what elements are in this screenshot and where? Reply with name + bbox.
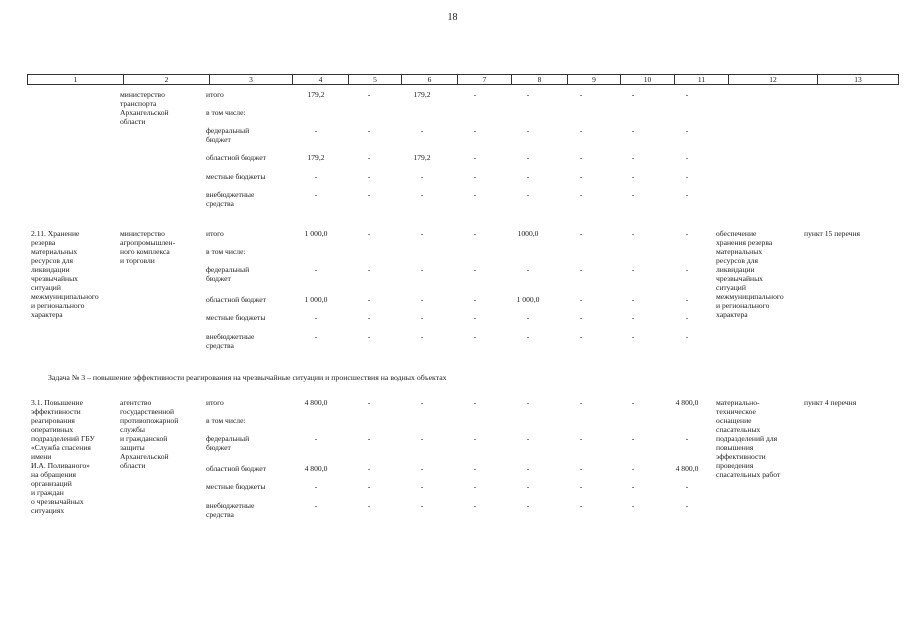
value-cell: - — [314, 265, 318, 274]
funding-source-label: итого — [206, 398, 224, 407]
funding-source-label: внебюджетные средства — [206, 332, 255, 350]
table-row — [0, 501, 905, 519]
header-col-10: 10 — [621, 75, 675, 85]
table-row — [0, 265, 905, 283]
value-cell: - — [420, 398, 424, 407]
value-cell: - — [314, 190, 318, 199]
value-cell: - — [685, 229, 689, 238]
funding-source-label: местные бюджеты — [206, 172, 266, 181]
value-cell: - — [526, 434, 530, 443]
reference-item: пункт 4 перечня — [804, 398, 857, 407]
table-row — [0, 434, 905, 452]
value-cell: - — [631, 172, 635, 181]
header-col-4: 4 — [293, 75, 349, 85]
value-cell: - — [367, 313, 371, 322]
value-cell: - — [473, 295, 477, 304]
table-row — [0, 247, 905, 256]
value-cell: - — [579, 501, 583, 510]
value-cell: - — [420, 229, 424, 238]
header-col-8: 8 — [512, 75, 568, 85]
column-number-header — [27, 74, 899, 85]
value-cell: - — [685, 153, 689, 162]
funding-source-label: областной бюджет — [206, 295, 266, 304]
value-cell: - — [367, 172, 371, 181]
table-row — [0, 190, 905, 208]
value-cell: - — [526, 313, 530, 322]
value-cell: - — [526, 190, 530, 199]
funding-source-label: федеральный бюджет — [206, 434, 250, 452]
value-cell: - — [579, 172, 583, 181]
value-cell: - — [526, 464, 530, 473]
value-cell: - — [631, 501, 635, 510]
value-cell: - — [579, 153, 583, 162]
value-cell: - — [367, 126, 371, 135]
value-cell: - — [420, 482, 424, 491]
value-cell: - — [473, 126, 477, 135]
value-cell: - — [579, 126, 583, 135]
value-cell: 179,2 — [307, 90, 325, 99]
value-cell: - — [473, 229, 477, 238]
value-cell: - — [631, 153, 635, 162]
funding-source-label: федеральный бюджет — [206, 265, 250, 283]
value-cell: - — [473, 398, 477, 407]
value-cell: - — [367, 153, 371, 162]
funding-source-label: в том числе: — [206, 247, 246, 256]
value-cell: - — [314, 482, 318, 491]
header-col-1: 1 — [28, 75, 124, 85]
value-cell: - — [420, 126, 424, 135]
header-col-11: 11 — [675, 75, 729, 85]
value-cell: - — [579, 482, 583, 491]
value-cell: - — [631, 313, 635, 322]
value-cell: - — [685, 434, 689, 443]
value-cell: - — [420, 313, 424, 322]
value-cell: - — [526, 90, 530, 99]
value-cell: 1 000,0 — [304, 229, 328, 238]
header-col-5: 5 — [349, 75, 402, 85]
value-cell: - — [631, 464, 635, 473]
header-col-3: 3 — [210, 75, 293, 85]
page-number: 18 — [447, 12, 458, 23]
table-row — [0, 313, 905, 322]
value-cell: - — [473, 265, 477, 274]
value-cell: - — [685, 172, 689, 181]
funding-source-label: итого — [206, 90, 224, 99]
funding-source-label: федеральный бюджет — [206, 126, 250, 144]
value-cell: - — [420, 332, 424, 341]
responsible-executor: агентство государственной противопожарной службы и гражданской защиты Архангельской области — [120, 398, 179, 470]
measure-name: 2.11. Хранение резерва материальных ресурсов для ликвидации чрезвычайных ситуаций межмуниципального и регионального характера — [31, 229, 99, 319]
value-cell: - — [631, 126, 635, 135]
funding-source-label: местные бюджеты — [206, 313, 266, 322]
reference-item: пункт 15 перечня — [804, 229, 861, 238]
value-cell: - — [631, 190, 635, 199]
value-cell: 179,2 — [413, 90, 431, 99]
value-cell: - — [473, 434, 477, 443]
value-cell: - — [367, 332, 371, 341]
funding-source-label: внебюджетные средства — [206, 190, 255, 208]
table-row — [0, 464, 905, 473]
value-cell: - — [367, 482, 371, 491]
funding-source-label: областной бюджет — [206, 464, 266, 473]
value-cell: - — [579, 332, 583, 341]
value-cell: - — [685, 190, 689, 199]
value-cell: - — [420, 295, 424, 304]
header-col-6: 6 — [402, 75, 458, 85]
value-cell: - — [526, 126, 530, 135]
value-cell: 1 000,0 — [516, 295, 540, 304]
funding-source-label: итого — [206, 229, 224, 238]
task-heading: Задача № 3 – повышение эффективности реагирования на чрезвычайные ситуации и происшествия на водных объектах — [48, 373, 447, 382]
value-cell: - — [314, 332, 318, 341]
value-cell: - — [526, 153, 530, 162]
table-row — [0, 482, 905, 491]
value-cell: 179,2 — [413, 153, 431, 162]
value-cell: - — [631, 229, 635, 238]
value-cell: - — [314, 501, 318, 510]
value-cell: - — [473, 332, 477, 341]
value-cell: - — [685, 126, 689, 135]
value-cell: - — [473, 464, 477, 473]
responsible-executor: министерство транспорта Архангельской области — [120, 90, 169, 126]
value-cell: - — [314, 126, 318, 135]
value-cell: - — [473, 90, 477, 99]
value-cell: 1 000,0 — [304, 295, 328, 304]
value-cell: - — [420, 190, 424, 199]
value-cell: - — [685, 313, 689, 322]
value-cell: 179,2 — [307, 153, 325, 162]
responsible-executor: министерство агропромышлен- ного комплекса и торговли — [120, 229, 176, 265]
expected-result: материально- техническое оснащение спасательных подразделений для повышения эффективности проведения спасательных работ — [716, 398, 781, 479]
table-row — [0, 172, 905, 181]
table-row — [0, 108, 905, 117]
value-cell: - — [579, 295, 583, 304]
value-cell: - — [579, 90, 583, 99]
value-cell: - — [526, 398, 530, 407]
value-cell: - — [367, 90, 371, 99]
value-cell: - — [685, 295, 689, 304]
value-cell: - — [473, 172, 477, 181]
value-cell: - — [367, 434, 371, 443]
value-cell: - — [526, 482, 530, 491]
funding-source-label: внебюджетные средства — [206, 501, 255, 519]
value-cell: - — [420, 434, 424, 443]
value-cell: - — [579, 265, 583, 274]
funding-source-label: в том числе: — [206, 108, 246, 117]
value-cell: - — [685, 332, 689, 341]
value-cell: - — [579, 434, 583, 443]
value-cell: - — [631, 265, 635, 274]
value-cell: - — [526, 172, 530, 181]
value-cell: - — [631, 332, 635, 341]
table-row — [0, 295, 905, 304]
table-row — [0, 416, 905, 425]
value-cell: - — [631, 482, 635, 491]
value-cell: - — [314, 172, 318, 181]
value-cell: - — [579, 229, 583, 238]
value-cell: 4 800,0 — [304, 398, 328, 407]
value-cell: - — [367, 265, 371, 274]
value-cell: - — [631, 398, 635, 407]
funding-source-label: в том числе: — [206, 416, 246, 425]
value-cell: - — [367, 295, 371, 304]
header-col-9: 9 — [568, 75, 621, 85]
value-cell: - — [367, 464, 371, 473]
value-cell: - — [526, 332, 530, 341]
value-cell: - — [314, 434, 318, 443]
value-cell: 4 800,0 — [304, 464, 328, 473]
funding-source-label: местные бюджеты — [206, 482, 266, 491]
value-cell: - — [579, 398, 583, 407]
header-col-13: 13 — [818, 75, 899, 85]
table-row — [0, 90, 905, 99]
value-cell: 4 800,0 — [675, 398, 699, 407]
value-cell: - — [420, 464, 424, 473]
value-cell: - — [367, 190, 371, 199]
header-col-12: 12 — [729, 75, 818, 85]
value-cell: - — [367, 501, 371, 510]
value-cell: - — [420, 172, 424, 181]
value-cell: - — [473, 190, 477, 199]
value-cell: - — [631, 434, 635, 443]
value-cell: - — [473, 501, 477, 510]
value-cell: - — [579, 464, 583, 473]
value-cell: - — [685, 501, 689, 510]
value-cell: - — [579, 190, 583, 199]
value-cell: - — [420, 501, 424, 510]
value-cell: - — [685, 90, 689, 99]
value-cell: - — [367, 398, 371, 407]
value-cell: - — [685, 265, 689, 274]
header-col-2: 2 — [124, 75, 210, 85]
value-cell: - — [420, 265, 424, 274]
value-cell: - — [473, 153, 477, 162]
funding-source-label: областной бюджет — [206, 153, 266, 162]
header-col-7: 7 — [458, 75, 512, 85]
table-row — [0, 153, 905, 162]
value-cell: - — [314, 313, 318, 322]
value-cell: - — [367, 229, 371, 238]
measure-name: 3.1. Повышение эффективности реагирования оперативных подразделений ГБУ «Служба спасения имени И.А. Поливаного» на обращения организаций и граждан о чрезвычайных ситуациях — [31, 398, 95, 515]
value-cell: - — [685, 482, 689, 491]
value-cell: - — [473, 482, 477, 491]
table-row — [0, 126, 905, 144]
expected-result: обеспечение хранения резерва материальных ресурсов для ликвидации чрезвычайных ситуаций межмуниципального и регионального характера — [716, 229, 784, 319]
value-cell: - — [631, 90, 635, 99]
value-cell: - — [526, 265, 530, 274]
value-cell: - — [526, 501, 530, 510]
value-cell: - — [473, 313, 477, 322]
table-row — [0, 332, 905, 350]
value-cell: - — [631, 295, 635, 304]
value-cell: - — [579, 313, 583, 322]
value-cell: 4 800,0 — [675, 464, 699, 473]
value-cell: 1000,0 — [517, 229, 539, 238]
